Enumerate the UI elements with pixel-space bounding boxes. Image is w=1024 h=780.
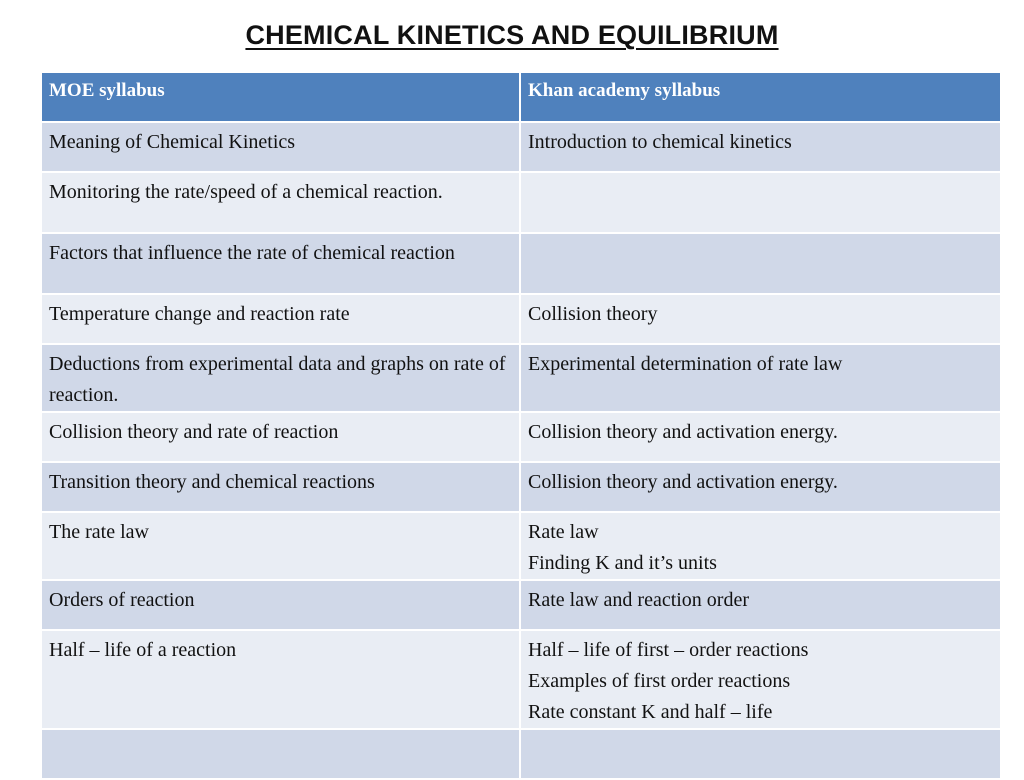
table-row [41,344,1001,412]
table-row [41,512,1001,580]
table-row [41,580,1001,630]
syllabus-comparison-table [40,71,1002,780]
header-khan-academy-syllabus: Khan academy syllabus [520,72,1001,122]
moe-topic-cell: Factors that influence the rate of chemical reaction [41,233,520,294]
khan-topic-cell [520,122,1001,172]
khan-topic-cell [520,580,1001,630]
moe-topic-cell: Orders of reaction [41,580,520,630]
moe-topic-cell: Collision theory and rate of reaction [41,412,520,462]
moe-topic-cell: Monitoring the rate/speed of a chemical reaction. [41,172,520,233]
moe-topic-cell: Deductions from experimental data and graphs on rate of reaction. [41,344,520,412]
page-title-text: CHEMICAL KINETICS AND EQUILIBRIUM [245,20,779,50]
khan-topic-line: Collision theory and activation energy. [528,471,838,493]
khan-topic-line: Experimental determination of rate law [528,353,843,375]
table-row [41,630,1001,729]
table-row [41,294,1001,344]
table-row [41,462,1001,512]
table-row [41,122,1001,172]
khan-topic-line: Examples of first order reactions [528,670,791,692]
khan-topic-line: Introduction to chemical kinetics [528,131,792,153]
moe-topic-cell [41,729,520,779]
header-moe-syllabus: MOE syllabus [41,72,520,122]
khan-topic-cell [520,512,1001,580]
khan-topic-cell [520,344,1001,412]
khan-topic-cell [520,294,1001,344]
khan-topic-line: Half – life of first – order reactions [528,639,809,661]
khan-topic-line: Rate law [528,521,599,543]
moe-topic-cell: The rate law [41,512,520,580]
khan-topic-cell [520,233,1001,294]
khan-topic-line: Collision theory and activation energy. [528,421,838,443]
khan-topic-cell [520,172,1001,233]
table-row [41,729,1001,779]
page-title [0,20,1024,51]
moe-topic-cell: Meaning of Chemical Kinetics [41,122,520,172]
khan-topic-line: Collision theory [528,303,658,325]
khan-topic-cell [520,462,1001,512]
khan-topic-line: Finding K and it’s units [528,552,717,574]
table-header-row [41,72,1001,122]
table-row [41,172,1001,233]
table-row [41,412,1001,462]
moe-topic-cell: Half – life of a reaction [41,630,520,729]
moe-topic-cell: Temperature change and reaction rate [41,294,520,344]
khan-topic-line: Rate constant K and half – life [528,701,773,723]
khan-topic-cell [520,412,1001,462]
khan-topic-cell [520,729,1001,779]
moe-topic-cell: Transition theory and chemical reactions [41,462,520,512]
khan-topic-line: Rate law and reaction order [528,589,750,611]
khan-topic-cell [520,630,1001,729]
table-row [41,233,1001,294]
